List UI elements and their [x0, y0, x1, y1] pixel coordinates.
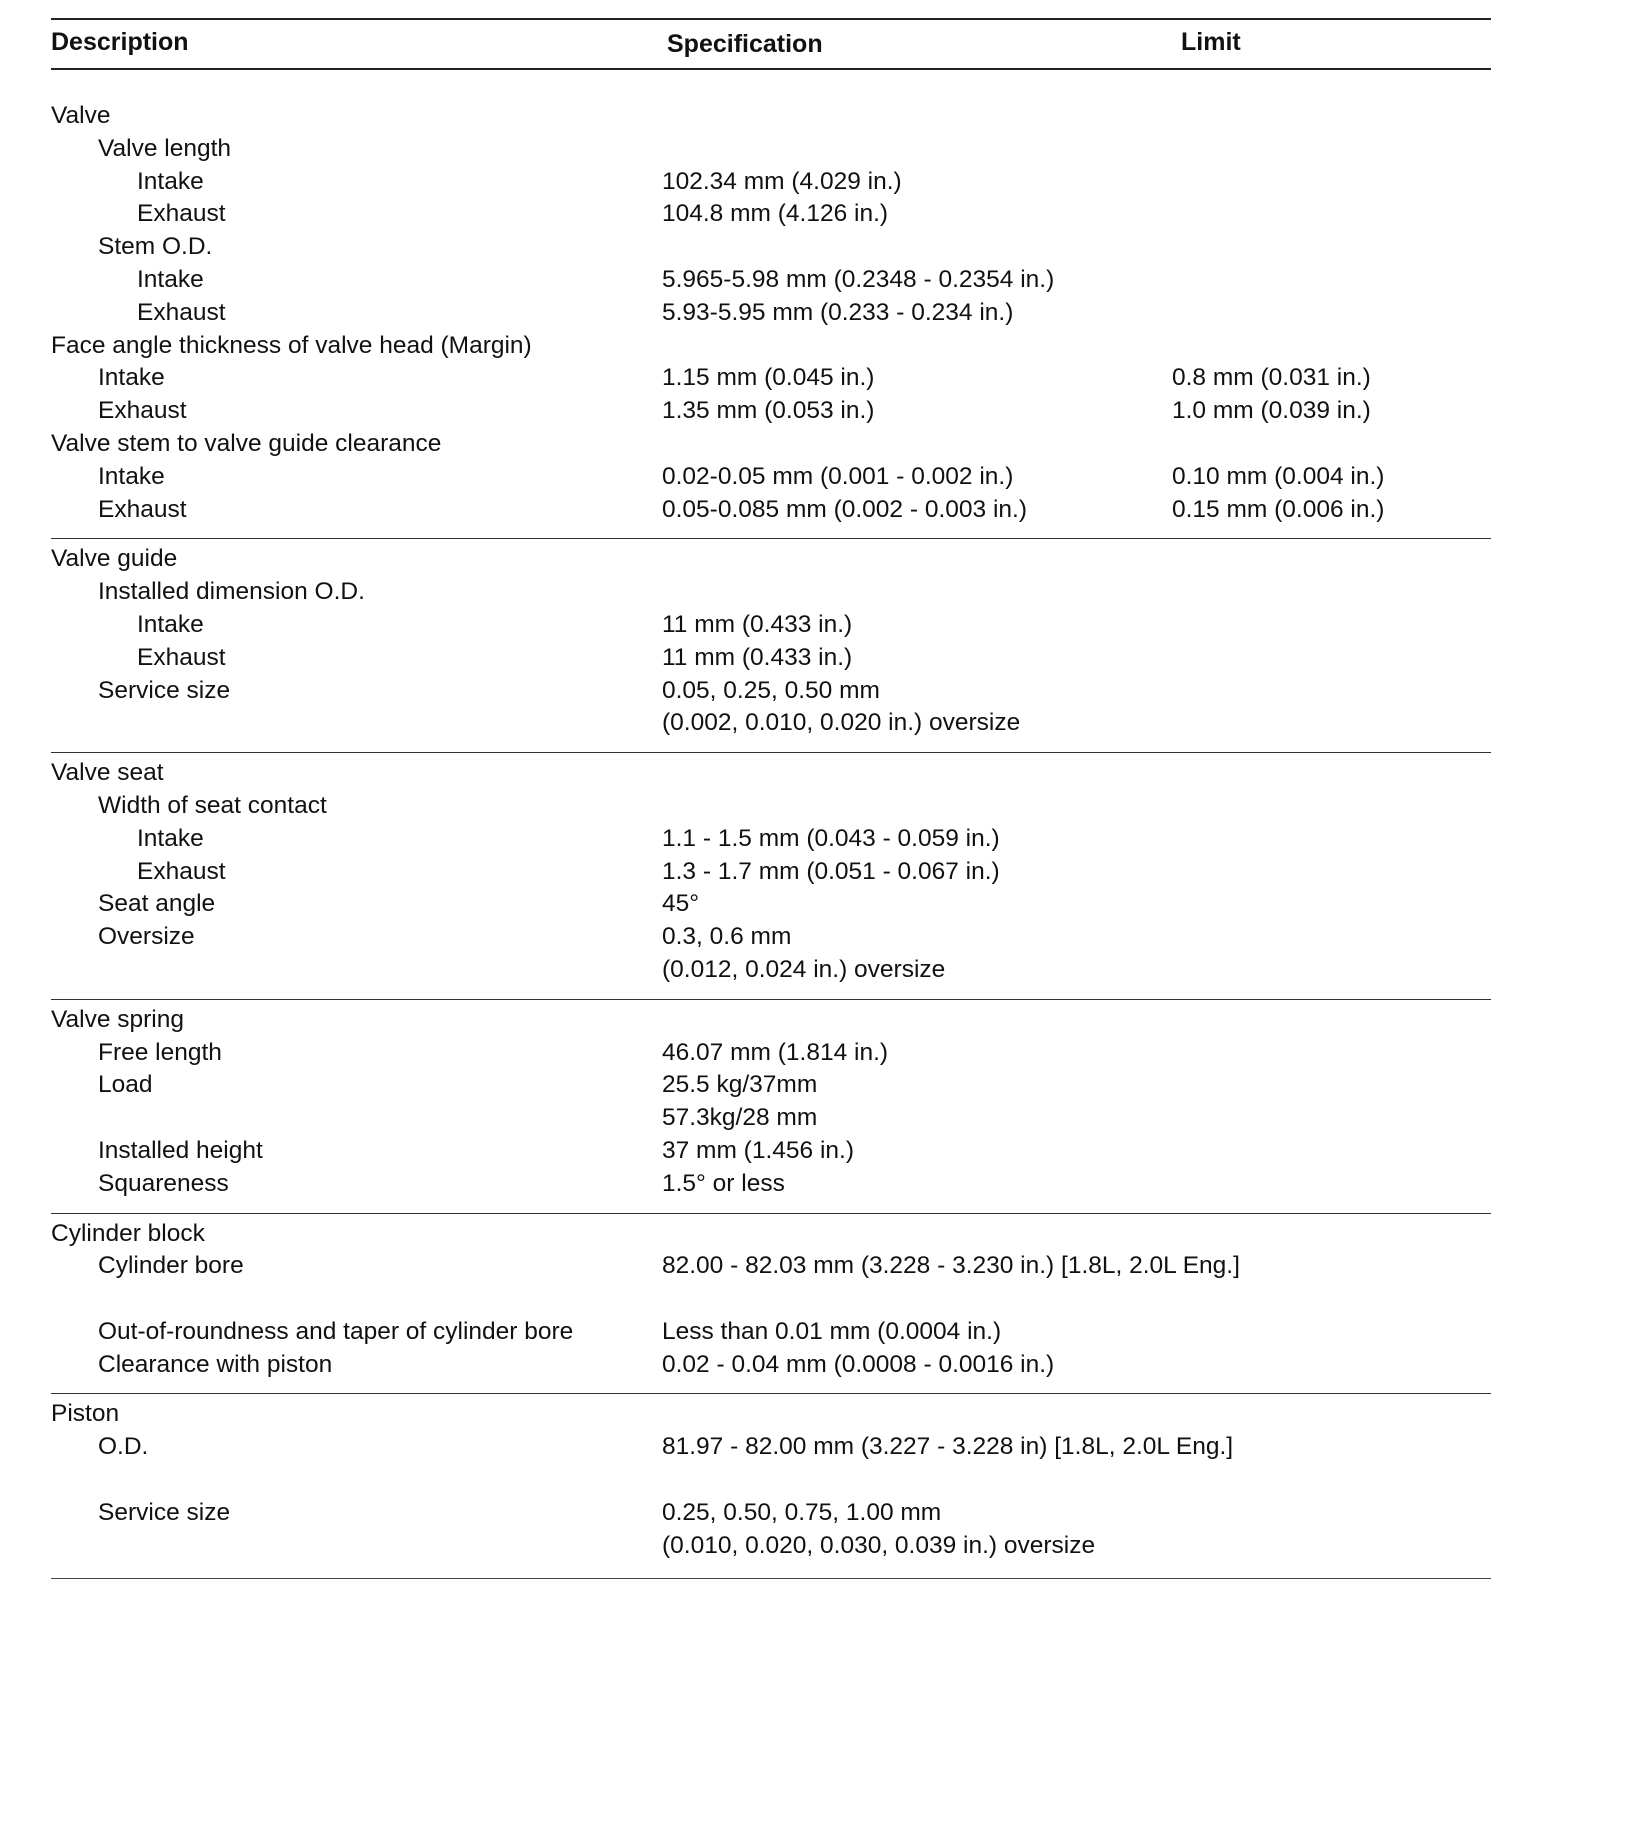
row-limit: 0.10 mm (0.004 in.): [1172, 462, 1385, 490]
table-row: [51, 707, 1491, 740]
row-specification: 57.3kg/28 mm: [662, 1104, 818, 1132]
row-specification: 104.8 mm (4.126 in.): [662, 200, 889, 228]
row-specification: 102.34 mm (4.029 in.): [662, 167, 902, 195]
table-row: [51, 888, 1491, 921]
row-specification: 1.1 - 1.5 mm (0.043 - 0.059 in.): [662, 824, 1000, 852]
row-specification: (0.012, 0.024 in.) oversize: [662, 955, 946, 983]
spec-table: [51, 18, 1491, 1579]
row-description: Seat angle: [98, 890, 216, 918]
table-row: [51, 642, 1491, 675]
row-description: Intake: [137, 610, 204, 638]
row-description: Valve guide: [51, 545, 178, 573]
row-specification: 5.93-5.95 mm (0.233 - 0.234 in.): [662, 298, 1014, 326]
table-body: [51, 70, 1491, 1579]
row-description: Oversize: [98, 923, 195, 951]
table-row: [51, 856, 1491, 889]
row-limit: 1.0 mm (0.039 in.): [1172, 397, 1371, 425]
table-row: [51, 1135, 1491, 1168]
table-row: [51, 1037, 1491, 1070]
row-description: Exhaust: [98, 397, 187, 425]
row-specification: 1.35 mm (0.053 in.): [662, 397, 875, 425]
row-specification: 1.5° or less: [662, 1169, 785, 1197]
row-description: O.D.: [98, 1433, 149, 1461]
table-row: [51, 330, 1491, 363]
row-description: Load: [98, 1071, 153, 1099]
row-description: Installed dimension O.D.: [98, 578, 365, 606]
row-specification: 46.07 mm (1.814 in.): [662, 1038, 889, 1066]
table-row: [51, 1102, 1491, 1135]
section-valve-guide: [51, 539, 1491, 753]
row-specification: 25.5 kg/37mm: [662, 1071, 818, 1099]
row-specification: 11 mm (0.433 in.): [662, 643, 853, 671]
row-description: Clearance with piston: [98, 1350, 333, 1378]
table-row: [51, 954, 1491, 987]
row-spacer: [51, 1464, 1491, 1497]
row-description: Intake: [98, 462, 165, 490]
row-specification: 0.02-0.05 mm (0.001 - 0.002 in.): [662, 462, 1014, 490]
row-limit: 0.15 mm (0.006 in.): [1172, 495, 1385, 523]
row-description: Free length: [98, 1038, 222, 1066]
row-specification: 82.00 - 82.03 mm (3.228 - 3.230 in.) [1.8L, 2.0L Eng.]: [662, 1252, 1240, 1280]
row-specification: Less than 0.01 mm (0.0004 in.): [662, 1317, 1002, 1345]
table-row: [51, 1069, 1491, 1102]
table-row: [51, 921, 1491, 954]
row-description: Service size: [98, 676, 231, 704]
row-description: Intake: [137, 824, 204, 852]
row-specification: (0.002, 0.010, 0.020 in.) oversize: [662, 709, 1021, 737]
row-specification: 81.97 - 82.00 mm (3.227 - 3.228 in) [1.8L, 2.0L Eng.]: [662, 1433, 1234, 1461]
row-description: Intake: [137, 167, 204, 195]
row-description: Squareness: [98, 1169, 229, 1197]
table-row: [51, 133, 1491, 166]
row-description: Cylinder block: [51, 1219, 205, 1247]
row-description: Intake: [137, 265, 204, 293]
table-row: [51, 395, 1491, 428]
section-valve: [51, 70, 1491, 539]
section-valve-spring: [51, 1000, 1491, 1214]
row-specification: 11 mm (0.433 in.): [662, 610, 853, 638]
table-row: [51, 609, 1491, 642]
header-description: Description: [51, 28, 189, 56]
table-row: [51, 1218, 1491, 1251]
row-specification: 45°: [662, 890, 700, 918]
table-row: [51, 1250, 1491, 1283]
table-row: [51, 1004, 1491, 1037]
table-row: [51, 461, 1491, 494]
row-description: Exhaust: [137, 857, 226, 885]
row-description: Exhaust: [98, 495, 187, 523]
row-description: Intake: [98, 364, 165, 392]
table-row: [51, 1530, 1491, 1563]
table-row: [51, 362, 1491, 395]
table-row: [51, 576, 1491, 609]
row-description: Exhaust: [137, 298, 226, 326]
row-description: Out-of-roundness and taper of cylinder bore: [98, 1317, 574, 1345]
row-specification: 0.02 - 0.04 mm (0.0008 - 0.0016 in.): [662, 1350, 1055, 1378]
section-valve-seat: [51, 753, 1491, 1000]
table-row: [51, 231, 1491, 264]
table-row: [51, 1431, 1491, 1464]
header-specification: Specification: [667, 30, 823, 58]
table-row: [51, 1497, 1491, 1530]
table-row: [51, 1349, 1491, 1382]
table-header: [51, 18, 1491, 70]
table-row: [51, 166, 1491, 199]
row-description: Exhaust: [137, 643, 226, 671]
table-row: [51, 297, 1491, 330]
row-description: Service size: [98, 1498, 231, 1526]
row-description: Cylinder bore: [98, 1252, 244, 1280]
section-cylinder-block: [51, 1214, 1491, 1395]
table-row: [51, 1398, 1491, 1431]
table-row: [51, 100, 1491, 133]
table-row: [51, 264, 1491, 297]
table-row: [51, 494, 1491, 527]
row-description: Stem O.D.: [98, 233, 213, 261]
row-specification: 0.3, 0.6 mm: [662, 923, 792, 951]
row-description: Exhaust: [137, 200, 226, 228]
row-description: Face angle thickness of valve head (Margin): [51, 331, 532, 359]
table-row: [51, 1316, 1491, 1349]
row-specification: 1.15 mm (0.045 in.): [662, 364, 875, 392]
section-piston: [51, 1394, 1491, 1579]
table-row: [51, 675, 1491, 708]
row-description: Valve stem to valve guide clearance: [51, 429, 442, 457]
header-limit: Limit: [1181, 28, 1241, 56]
row-spacer: [51, 1283, 1491, 1316]
row-specification: 0.05, 0.25, 0.50 mm: [662, 676, 880, 704]
row-limit: 0.8 mm (0.031 in.): [1172, 364, 1371, 392]
row-description: Width of seat contact: [98, 791, 327, 819]
table-row: [51, 198, 1491, 231]
row-description: Installed height: [98, 1136, 263, 1164]
row-description: Valve: [51, 102, 111, 129]
row-description: Valve seat: [51, 759, 164, 787]
row-specification: (0.010, 0.020, 0.030, 0.039 in.) oversize: [662, 1531, 1096, 1559]
row-specification: 0.25, 0.50, 0.75, 1.00 mm: [662, 1498, 942, 1526]
row-specification: 37 mm (1.456 in.): [662, 1136, 854, 1164]
row-description: Valve length: [98, 134, 232, 162]
row-specification: 1.3 - 1.7 mm (0.051 - 0.067 in.): [662, 857, 1000, 885]
table-row: [51, 543, 1491, 576]
row-description: Valve spring: [51, 1005, 185, 1033]
row-specification: 5.965-5.98 mm (0.2348 - 0.2354 in.): [662, 265, 1055, 293]
row-description: Piston: [51, 1400, 120, 1428]
table-row: [51, 757, 1491, 790]
row-specification: 0.05-0.085 mm (0.002 - 0.003 in.): [662, 495, 1027, 523]
table-row: [51, 790, 1491, 823]
table-row: [51, 1168, 1491, 1201]
table-row: [51, 823, 1491, 856]
table-row: [51, 428, 1491, 461]
